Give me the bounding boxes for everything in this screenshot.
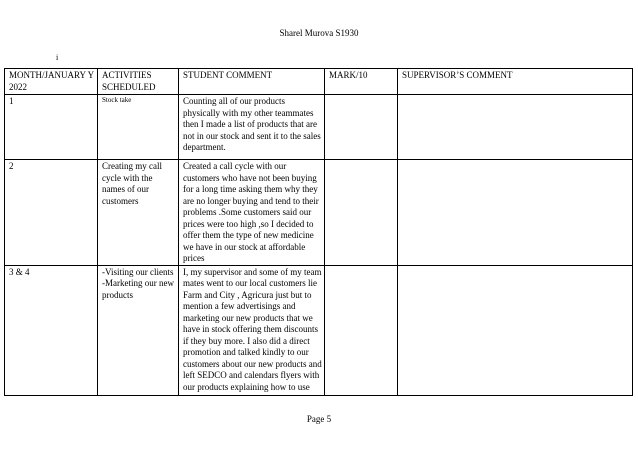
table-header-row bbox=[5, 69, 633, 95]
mark-cell bbox=[325, 265, 398, 395]
supervisor-comment-cell bbox=[398, 95, 633, 160]
page-number: Page 5 bbox=[306, 414, 332, 424]
mark-cell bbox=[325, 95, 398, 160]
student-comment-cell: I, my supervisor and some of my team mates went to our local customers lie Farm and City , Agricura just but to mention a few advertisings and marketing our new products that we have in stock offering them discounts if they buy more. I also did a direct promotion and talked kindly to our customers about our new products and left SEDCO and calendars flyers with our products explaining how to use bbox=[179, 265, 325, 395]
activity-cell: Stock take bbox=[98, 95, 179, 160]
week-cell: 1 bbox=[5, 95, 98, 160]
column-header-month: MONTH/JANUARY Y 2022 bbox=[5, 69, 98, 95]
supervisor-comment-cell bbox=[398, 265, 633, 395]
table-row bbox=[5, 265, 633, 395]
column-header-student-comment: STUDENT COMMENT bbox=[179, 69, 325, 95]
week-cell: 2 bbox=[5, 160, 98, 266]
table-row bbox=[5, 160, 633, 266]
activity-cell: Creating my call cycle with the names of our customers bbox=[98, 160, 179, 266]
column-header-supervisor-comment: SUPERVISOR’S COMMENT bbox=[398, 69, 633, 95]
student-comment-cell: Counting all of our products physically with my other teammates then I made a list of products that are not in our stock and sent it to the sales department. bbox=[179, 95, 325, 160]
section-marker: i bbox=[56, 53, 59, 62]
table-row bbox=[5, 95, 633, 160]
supervisor-comment-cell bbox=[398, 160, 633, 266]
week-cell: 3 & 4 bbox=[5, 265, 98, 395]
page-header: Sharel Murova S1930 bbox=[279, 28, 359, 38]
column-header-mark: MARK/10 bbox=[325, 69, 398, 95]
activity-cell: -Visiting our clients -Marketing our new products bbox=[98, 265, 179, 395]
mark-cell bbox=[325, 160, 398, 266]
activity-log-table bbox=[4, 68, 633, 396]
column-header-activities: ACTIVITIES SCHEDULED bbox=[98, 69, 179, 95]
student-comment-cell: Created a call cycle with our customers who have not been buying for a long time asking them why they are no longer buying and tend to their problems .Some customers said our prices were too high ,so I decided to offer them the type of new medicine we have in our stock at affordable prices bbox=[179, 160, 325, 266]
